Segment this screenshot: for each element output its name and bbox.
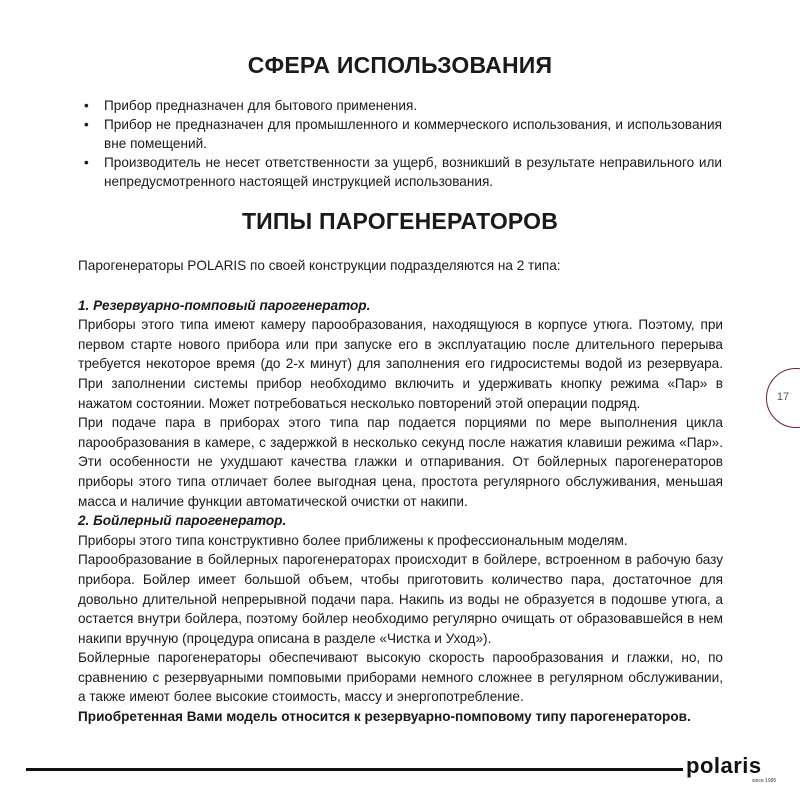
list-item: • Прибор не предназначен для промышленного и коммерческого использования, и использования вне помещений. [82,115,722,153]
conclusion-paragraph: Приобретенная Вами модель относится к резервуарно-помповому типу парогенераторов. [78,709,691,725]
type2-paragraph-1: Приборы этого типа конструктивно более приближены к профессиональным моделям. [78,532,628,548]
type2-paragraph-3: Бойлерные парогенераторы обеспечивают высокую скорость парообразования и глажки, но, по сравнению с резервуарными помповыми приборами немного сложнее в регулярном обслуживании, а также имеют более высокие стоимость, массу и энергопотребление. [78,650,723,705]
type2-heading: 2. Бойлерный парогенератор. [78,513,287,529]
scope-bullet-list [82,96,722,191]
type1-heading: 1. Резервуарно-помповый парогенератор. [78,297,371,313]
section-title-types: ТИПЫ ПАРОГЕНЕРАТОРОВ [241,208,559,234]
list-item: • Прибор предназначен для бытового применения. [82,96,722,115]
section-title-scope: СФЕРА ИСПОЛЬЗОВАНИЯ [247,52,553,78]
polaris-logo: polaris [686,753,762,778]
list-item: • Производитель не несет ответственности за ущерб, возникший в результате неправильного или непредусмотренного настоящей инструкцией использования. [82,153,722,191]
page-number: 17 [776,391,790,403]
type1-paragraph-2: При подаче пара в приборах этого типа пар подается порциями по мере выполнения цикла парообразования в камере, с задержкой в несколько секунд после нажатия клавиши режима «Пар». Эти особенности не ухудшают качества глажки и отпаривания. От бойлерных парогенераторов приборы этого типа отличает более выгодная цена, простота регулярного обслуживания, меньшая масса и наличие функции автоматической очистки от накипи. [78,415,723,509]
type1-paragraph-1: Приборы этого типа имеют камеру парообразования, находящуюся в корпусе утюга. Поэтому, при первом старте нового прибора или при запуске его в эксплуатацию после длительного перерыва требуется некоторое время (до 2-х минут) для заполнения его гидросистемы водой из резервуара. При заполнении системы прибор необходимо включить и удерживать кнопку режима «Пар» в нажатом состоянии. Может потребоваться несколько повторений этой операции подряд. [78,317,723,411]
logo-tagline: since 1995 [752,778,777,784]
types-body [78,256,723,727]
intro-paragraph: Парогенераторы POLARIS по своей конструкции подразделяются на 2 типа: [78,258,561,273]
type2-paragraph-2: Парообразование в бойлерных парогенераторах происходит в бойлере, встроенном в рабочую базу прибора. Бойлер имеет большой объем, чтобы приготовить количество пара, достаточное для довольно длительной непрерывной подачи пара. Накипь из воды не образуется в подошве утюга, а остается внутри бойлера, поэтому бойлер необходимо регулярно очищать от образовавшейся в нем накипи вручную (процедура описана в разделе «Чистка и Уход»). [78,552,723,646]
footer-divider [26,768,683,771]
